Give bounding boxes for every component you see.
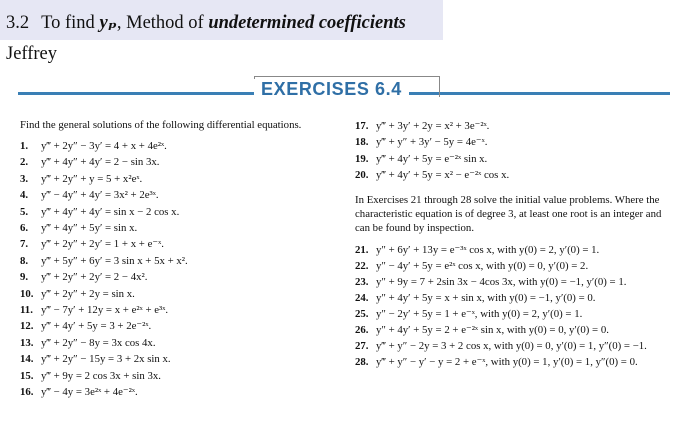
- exercise-equation: y‴ + 2y″ + 2y′ = 1 + x + e⁻ˣ.: [41, 238, 164, 251]
- exercise-item: [355, 355, 670, 370]
- exercise-item: [20, 236, 338, 252]
- exercise-equation: y‴ + 9y = 2 cos 3x + sin 3x.: [41, 369, 161, 382]
- exercise-number: 23.: [355, 275, 369, 288]
- exercise-equation: y‴ + 4y″ + 5y′ = sin x.: [41, 222, 138, 235]
- exercise-number: 24.: [355, 291, 369, 304]
- exercise-number: 5.: [20, 205, 29, 218]
- exercise-item: [355, 118, 670, 134]
- exercise-number: 17.: [355, 120, 369, 132]
- exercise-number: 10.: [20, 287, 34, 300]
- exercise-number: 28.: [355, 355, 369, 368]
- exercise-number: 2.: [20, 156, 29, 169]
- heading-middle: , Method of: [116, 13, 209, 33]
- exercise-item: [355, 323, 670, 338]
- exercises-banner: [18, 80, 670, 99]
- exercise-number: 15.: [20, 369, 34, 382]
- section-heading: [6, 12, 406, 34]
- author-name: Jeffrey: [6, 44, 58, 64]
- exercise-item: [20, 154, 338, 170]
- heading-prefix: To find: [41, 13, 100, 33]
- exercise-item: [355, 275, 670, 290]
- exercise-item: [20, 384, 338, 400]
- exercise-equation: y‴ + 4y′ + 5y = 3 + 2e⁻²ˣ.: [41, 320, 152, 333]
- exercise-number: 12.: [20, 320, 34, 333]
- exercise-equation: y‴ + 3y′ + 2y = x² + 3e⁻²ˣ.: [376, 120, 490, 132]
- exercise-number: 14.: [20, 353, 34, 366]
- heading-emphasis: undetermined coefficients: [208, 13, 406, 33]
- exercise-number: 22.: [355, 259, 369, 272]
- exercise-equation: y″ + 4y′ + 5y = 2 + e⁻²ˣ sin x, with y(0) = 0, y′(0) = 0.: [376, 323, 609, 336]
- left-instructions: Find the general solutions of the following differential equations.: [20, 119, 302, 131]
- exercise-equation: y‴ − 7y′ + 12y = x + e²ˣ + e³ˣ.: [41, 304, 169, 317]
- exercise-number: 6.: [20, 222, 29, 235]
- exercise-equation: y‴ − 4y = 3e²ˣ + 4e⁻²ˣ.: [41, 386, 138, 399]
- left-exercise-list: [20, 138, 338, 401]
- exercise-equation: y‴ + y″ − 2y = 3 + 2 cos x, with y(0) = 0, y′(0) = 1, y″(0) = −1.: [376, 339, 647, 352]
- exercise-item: [20, 286, 338, 302]
- exercise-item: [355, 307, 670, 322]
- exercise-equation: y‴ − 4y″ + 4y′ = 3x² + 2e³ˣ.: [41, 189, 159, 202]
- exercise-number: 27.: [355, 339, 369, 352]
- exercise-item: [355, 167, 670, 183]
- exercise-item: [20, 204, 338, 220]
- exercise-equation: y‴ + 2y″ − 15y = 3 + 2x sin x.: [41, 353, 171, 366]
- banner-title: EXERCISES 6.4: [254, 79, 409, 100]
- exercise-number: 4.: [20, 189, 29, 202]
- exercise-equation: y‴ + 4y′ + 5y = x² − e⁻²ˣ cos x.: [376, 169, 510, 182]
- exercise-item: [20, 138, 338, 154]
- exercise-equation: y‴ + 4y′ + 5y = e⁻²ˣ sin x.: [376, 152, 488, 165]
- right-column: [355, 118, 670, 371]
- exercise-number: 16.: [20, 386, 34, 399]
- exercise-number: 18.: [355, 136, 369, 149]
- exercise-equation: y‴ + 2y″ + 2y′ = 2 − 4x².: [41, 271, 148, 284]
- exercise-equation: y″ − 4y′ + 5y = e²ˣ cos x, with y(0) = 0, y′(0) = 2.: [376, 259, 589, 272]
- exercise-item: [20, 220, 338, 236]
- exercise-number: 26.: [355, 323, 369, 336]
- exercise-equation: y″ + 6y′ + 13y = e⁻³ˣ cos x, with y(0) = 2, y′(0) = 1.: [376, 243, 600, 256]
- exercise-number: 21.: [355, 243, 369, 256]
- exercise-item: [355, 339, 670, 354]
- exercise-item: [20, 253, 338, 269]
- exercise-item: [20, 269, 338, 285]
- exercise-item: [20, 318, 338, 334]
- exercise-equation: y‴ + 2y″ − 8y = 3x cos 4x.: [41, 336, 156, 349]
- exercise-item: [355, 291, 670, 306]
- exercise-item: [355, 259, 670, 274]
- left-column: [20, 118, 338, 401]
- exercise-number: 13.: [20, 336, 34, 349]
- exercise-number: 19.: [355, 152, 369, 165]
- exercise-item: [20, 335, 338, 351]
- exercise-equation: y″ + 4y′ + 5y = x + sin x, with y(0) = −1, y′(0) = 0.: [376, 291, 596, 304]
- exercise-item: [20, 351, 338, 367]
- exercise-item: [20, 171, 338, 187]
- exercise-number: 9.: [20, 271, 29, 284]
- exercise-equation: y″ + 9y = 7 + 2sin 3x − 4cos 3x, with y(0) = −1, y′(0) = 1.: [376, 275, 627, 288]
- exercise-item: [355, 243, 670, 258]
- exercise-equation: y‴ + 5y″ + 6y′ = 3 sin x + 5x + x².: [41, 254, 188, 267]
- exercise-item: [355, 151, 670, 167]
- section-number: 3.2: [6, 13, 30, 33]
- exercise-number: 25.: [355, 307, 369, 320]
- exercise-item: [20, 302, 338, 318]
- exercise-number: 8.: [20, 254, 29, 267]
- exercise-number: 3.: [20, 172, 29, 185]
- right-exercise-list-b: [355, 243, 670, 370]
- exercise-equation: y‴ + 4y″ + 4y′ = 2 − sin 3x.: [41, 156, 160, 169]
- exercise-item: [355, 134, 670, 150]
- exercise-item: [20, 368, 338, 384]
- heading-yp: yₚ: [99, 13, 117, 33]
- exercise-equation: y‴ + y″ − y′ − y = 2 + e⁻ˣ, with y(0) = 1, y′(0) = 1, y″(0) = 0.: [376, 355, 638, 368]
- exercise-number: 1.: [20, 140, 29, 152]
- exercise-number: 7.: [20, 238, 29, 251]
- exercise-equation: y‴ + 2y″ − 3y′ = 4 + x + 4e²ˣ.: [41, 140, 167, 152]
- exercise-equation: y‴ + 2y″ + 2y = sin x.: [41, 287, 135, 300]
- exercise-equation: y‴ + y″ + 3y′ − 5y = 4e⁻ˣ.: [376, 136, 488, 149]
- ivp-instructions: In Exercises 21 through 28 solve the initial value problems. Where the characteristic equation is of degree 3, at least one root is an integer and can be found by inspection.: [355, 193, 662, 234]
- exercise-equation: y″ − 2y′ + 5y = 1 + e⁻ˣ, with y(0) = 2, y′(0) = 1.: [376, 307, 583, 320]
- exercise-equation: y‴ + 4y″ + 4y′ = sin x − 2 cos x.: [41, 205, 180, 218]
- exercise-number: 11.: [20, 304, 33, 317]
- exercise-item: [20, 187, 338, 203]
- right-exercise-list-a: [355, 118, 670, 184]
- exercise-number: 20.: [355, 169, 369, 182]
- exercise-equation: y‴ + 2y″ + y = 5 + x²eˣ.: [41, 172, 143, 185]
